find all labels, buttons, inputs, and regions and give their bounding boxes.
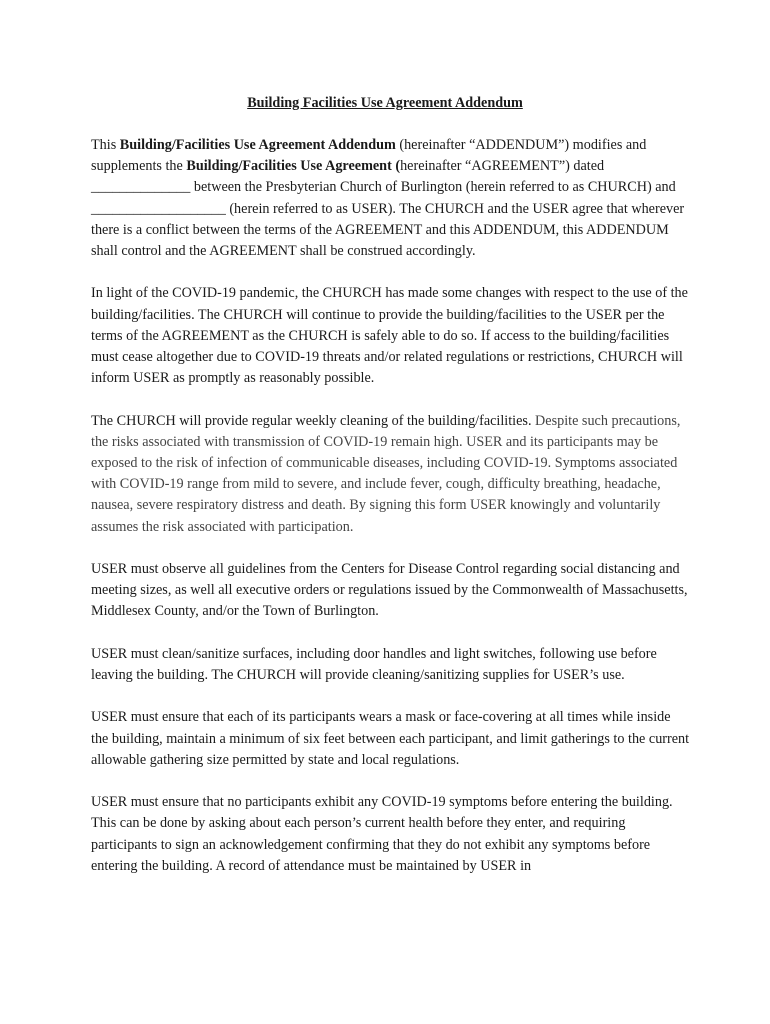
- paragraph-cleaning-risk: [91, 411, 691, 538]
- paragraph-covid-changes: In light of the COVID-19 pandemic, the CHURCH has made some changes with respect to the use of the building/facilities. The CHURCH will continue to provide the building/facilities to the USER per the terms of the AGREEMENT as the CHURCH is safely able to do so. If access to the building/facilities must cease altogether due to COVID-19 threats and/or related regulations or restrictions, CHURCH will inform USER as promptly as reasonably possible.: [91, 285, 688, 387]
- intro-text-1: This: [91, 137, 120, 153]
- intro-bold-agreement: Building/Facilities Use Agreement (: [186, 158, 401, 175]
- paragraph-masks: USER must ensure that each of its participants wears a mask or face-covering at all times while inside the building, maintain a minimum of six feet between each participant, and limit gatherings to the current allowable gathering size permitted by state and local regulations.: [91, 709, 690, 768]
- intro-text-5: (herein referred to as USER). The CHURCH and the USER agree that wherever there is a conflict between the terms of the AGREEMENT and this ADDENDUM, this ADDENDUM shall control and the AGREEMENT shall be construed accordingly.: [91, 200, 685, 260]
- paragraph-intro: [91, 135, 691, 262]
- document-title: Building Facilities Use Agreement Addendum: [247, 95, 523, 111]
- intro-text-3: hereinafter “AGREEMENT”) dated: [400, 158, 605, 175]
- cleaning-text: The CHURCH will provide regular weekly cleaning of the building/facilities.: [91, 412, 536, 429]
- paragraph-symptoms: USER must ensure that no participants exhibit any COVID-19 symptoms before entering the building. This can be done by asking about each person’s current health before they enter, and requiring participants to sign an acknowledgement confirming that they do not exhibit any symptoms before entering the building. A record of attendance must be maintained by USER in: [91, 794, 673, 874]
- risk-text: Despite such precautions, the risks associated with transmission of COVID-19 remain high. USER and its participants may be exposed to the risk of infection of communicable diseases, including COVID-19. Symptoms associated with COVID-19 range from mild to severe, and include fever, cough, difficulty breathing, headache, nausea, severe respiratory distress and death. By signing this form USER knowingly and voluntarily assumes the risk associated with participation.: [91, 412, 681, 535]
- paragraph-sanitize: USER must clean/sanitize surfaces, including door handles and light switches, following use before leaving the building. The CHURCH will provide cleaning/sanitizing supplies for USER’s use.: [91, 645, 657, 684]
- intro-text-4: between the Presbyterian Church of Burlington (herein referred to as CHURCH) and: [190, 179, 676, 196]
- paragraph-guidelines: USER must observe all guidelines from the Centers for Disease Control regarding social distancing and meeting sizes, as well all executive orders or regulations issued by the Commonwealth of Massachusetts, Middlesex County, and/or the Town of Burlington.: [91, 561, 688, 620]
- intro-text-2: (hereinafter “ADDENDUM”) modifies and supplements the: [91, 137, 647, 175]
- intro-bold-addendum: Building/Facilities Use Agreement Addendum: [119, 137, 396, 153]
- document-body: [91, 135, 691, 898]
- date-blank: ______________: [91, 179, 191, 196]
- user-name-blank: ___________________: [91, 200, 226, 217]
